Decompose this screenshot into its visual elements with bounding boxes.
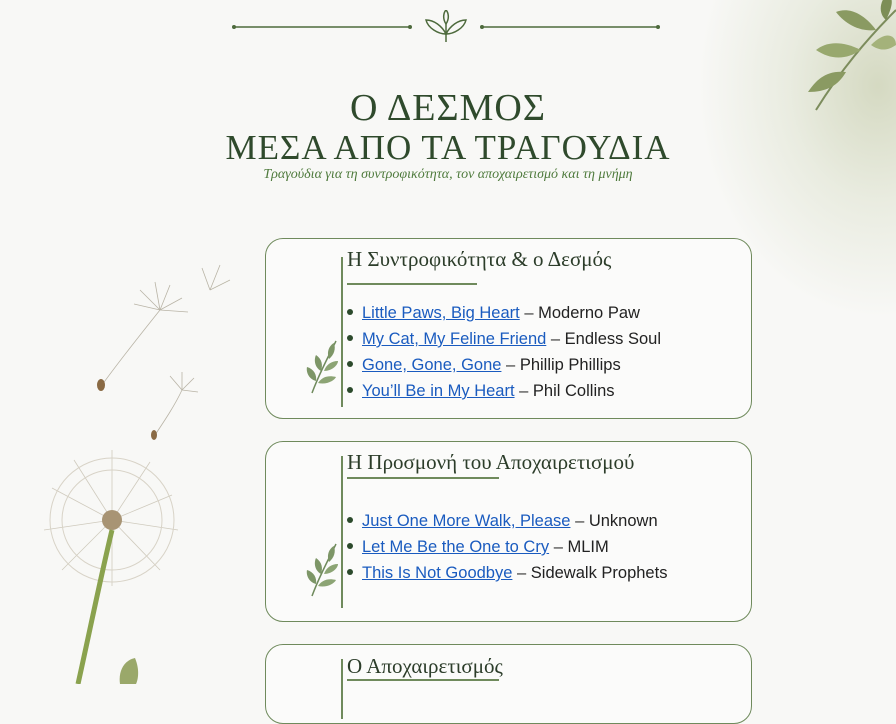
song-artist: Endless Soul	[564, 330, 661, 348]
section-heading: Η Προσμονή του Αποχαιρετισμού	[347, 450, 635, 474]
song-artist: Sidewalk Prophets	[530, 564, 668, 582]
bullet-icon	[347, 309, 353, 315]
list-item: Just One More Walk, Please – Unknown	[347, 508, 667, 534]
list-item: Little Paws, Big Heart – Moderno Paw	[347, 300, 661, 326]
section-divider-line	[341, 257, 343, 407]
leaf-sprig-icon	[304, 540, 340, 600]
song-link[interactable]: This Is Not Goodbye	[362, 564, 513, 582]
list-item: Gone, Gone, Gone – Phillip Phillips	[347, 352, 661, 378]
bullet-icon	[347, 543, 353, 549]
section-heading: Η Συντροφικότητα & ο Δεσμός	[347, 247, 612, 271]
song-link[interactable]: Little Paws, Big Heart	[362, 304, 520, 322]
heading-underline	[347, 477, 499, 479]
song-artist: Phil Collins	[532, 382, 615, 400]
song-list	[347, 508, 667, 586]
section-card	[265, 644, 752, 724]
bullet-icon	[347, 569, 353, 575]
song-link[interactable]: My Cat, My Feline Friend	[362, 330, 547, 348]
song-link[interactable]: Let Me Be the One to Cry	[362, 538, 550, 556]
page-subtitle: Τραγούδια για τη συντροφικότητα, τον αποχαιρετισμό και τη μνήμη	[263, 167, 633, 182]
bullet-icon	[347, 361, 353, 367]
song-link[interactable]: Just One More Walk, Please	[362, 512, 571, 530]
section-card	[265, 441, 752, 622]
song-artist: Unknown	[588, 512, 658, 530]
song-link[interactable]: You’ll Be in My Heart	[362, 382, 515, 400]
leaf-divider-ornament	[230, 10, 662, 46]
bullet-icon	[347, 335, 353, 341]
list-item: You’ll Be in My Heart – Phil Collins	[347, 378, 661, 404]
dandelion-illustration	[0, 230, 260, 684]
list-item: My Cat, My Feline Friend – Endless Soul	[347, 326, 661, 352]
list-item: This Is Not Goodbye – Sidewalk Prophets	[347, 560, 667, 586]
heading-underline	[347, 679, 499, 681]
section-card	[265, 238, 752, 419]
song-artist: MLIM	[567, 538, 609, 556]
section-divider-line	[341, 659, 343, 719]
bullet-icon	[347, 387, 353, 393]
heading-underline	[347, 283, 477, 285]
page-title-secondary: ΜΕΣΑ ΑΠΟ ΤΑ ΤΡΑΓΟΥΔΙΑ	[225, 128, 671, 167]
leaf-sprig-icon	[304, 337, 340, 397]
page-title: Ο ΔΕΣΜΟΣ	[350, 87, 546, 129]
song-artist: Moderno Paw	[538, 304, 640, 322]
song-link[interactable]: Gone, Gone, Gone	[362, 356, 502, 374]
song-artist: Phillip Phillips	[519, 356, 621, 374]
section-divider-line	[341, 456, 343, 608]
list-item: Let Me Be the One to Cry – MLIM	[347, 534, 667, 560]
song-list	[347, 300, 661, 404]
section-heading: Ο Αποχαιρετισμός	[347, 654, 503, 678]
bullet-icon	[347, 517, 353, 523]
